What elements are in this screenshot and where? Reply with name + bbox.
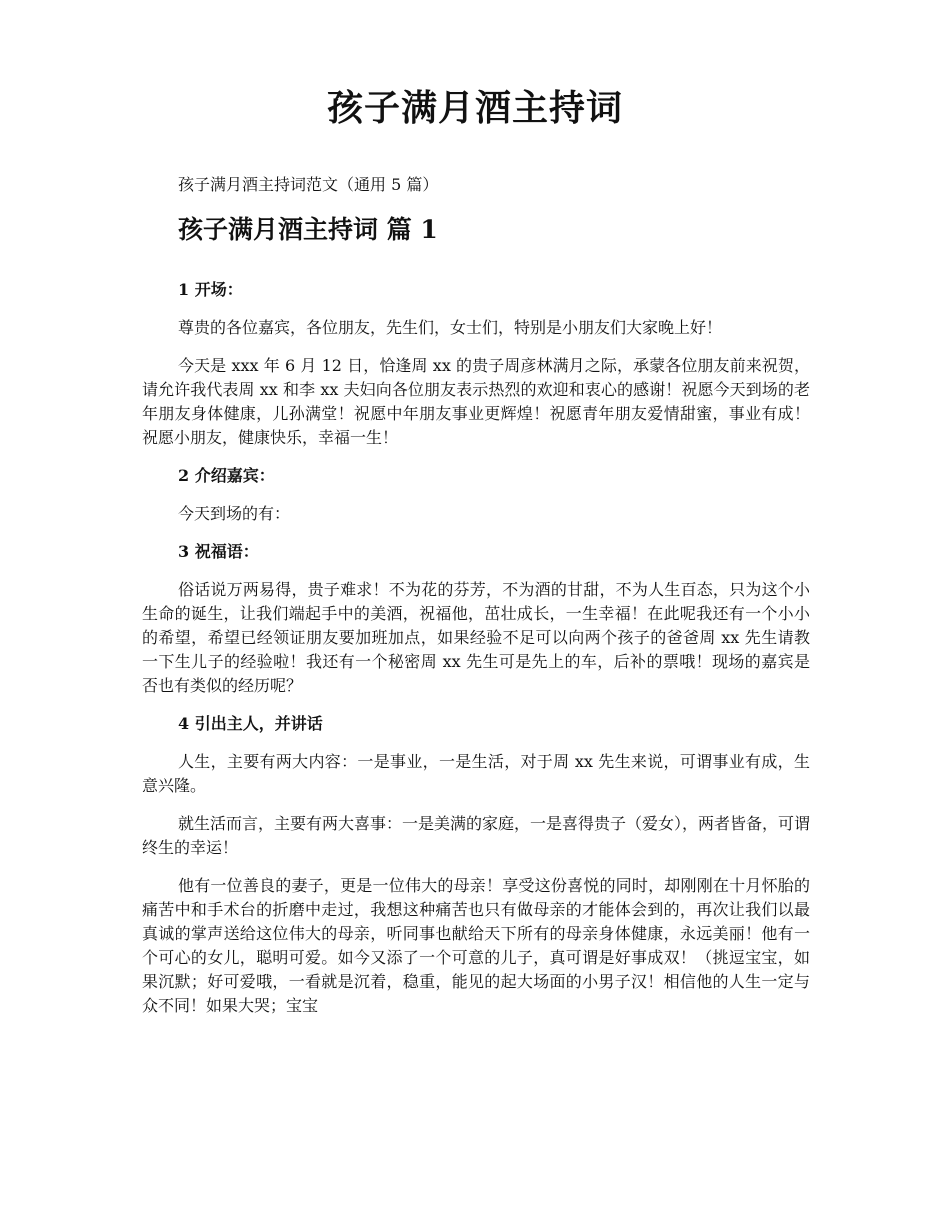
section-title: 孩子满月酒主持词 篇 1: [178, 215, 438, 244]
paragraph: 今天到场的有：: [178, 504, 291, 523]
document-subtitle: 孩子满月酒主持词范文（通用 5 篇）: [178, 175, 439, 194]
paragraph: 尊贵的各位嘉宾，各位朋友，先生们，女士们，特别是小朋友们大家晚上好！: [178, 318, 723, 337]
sub-heading-host-speech: 4 引出主人，并讲话: [178, 714, 323, 733]
sub-heading-blessing: 3 祝福语：: [178, 542, 259, 561]
sub-heading-opening: 1 开场：: [178, 280, 243, 299]
paragraph: 今天是 xxx 年 6 月 12 日，恰逢周 xx 的贵子周彦林满月之际，承蒙各位朋友前来祝贺，请允许我代表周 xx 和李 xx 夫妇向各位朋友表示热烈的欢迎和衷心的感谢！祝愿今天到场的老年朋友身体健康，儿孙满堂！祝愿中年朋友事业更辉煌！祝愿青年朋友爱情甜蜜，事业有成！祝愿小朋友，健康快乐，幸福一生！: [142, 356, 810, 447]
document-title: 孩子满月酒主持词: [326, 87, 623, 129]
paragraph: 就生活而言，主要有两大喜事：一是美满的家庭，一是喜得贵子（爱女），两者皆备，可谓终生的幸运！: [142, 814, 811, 857]
sub-heading-guests: 2 介绍嘉宾：: [178, 466, 275, 485]
document-body: [142, 278, 810, 1018]
paragraph: 俗话说万两易得，贵子难求！不为花的芬芳，不为酒的甘甜，不为人生百态，只为这个小生命的诞生，让我们端起手中的美酒，祝福他，茁壮成长，一生幸福！在此呢我还有一个小小的希望，希望已经领证朋友要加班加点，如果经验不足可以向两个孩子的爸爸周 xx 先生请教一下生儿子的经验啦！我还有一个秘密周 xx 先生可是先上的车，后补的票哦！现场的嘉宾是否也有类似的经历呢？: [142, 580, 810, 695]
paragraph: 他有一位善良的妻子，更是一位伟大的母亲！享受这份喜悦的同时，却刚刚在十月怀胎的痛苦中和手术台的折磨中走过，我想这种痛苦也只有做母亲的才能体会到的，再次让我们以最真诚的掌声送给这位伟大的母亲，听同事也献给天下所有的母亲身体健康，永远美丽！他有一个可心的女儿，聪明可爱。如今又添了一个可意的儿子，真可谓是好事成双！（挑逗宝宝，如果沉默；好可爱哦，一看就是沉着，稳重，能见的起大场面的小男子汉！相信他的人生一定与众不同！如果大哭；宝宝: [142, 876, 810, 1015]
paragraph: 人生，主要有两大内容：一是事业，一是生活，对于周 xx 先生来说，可谓事业有成，生意兴隆。: [142, 752, 810, 795]
